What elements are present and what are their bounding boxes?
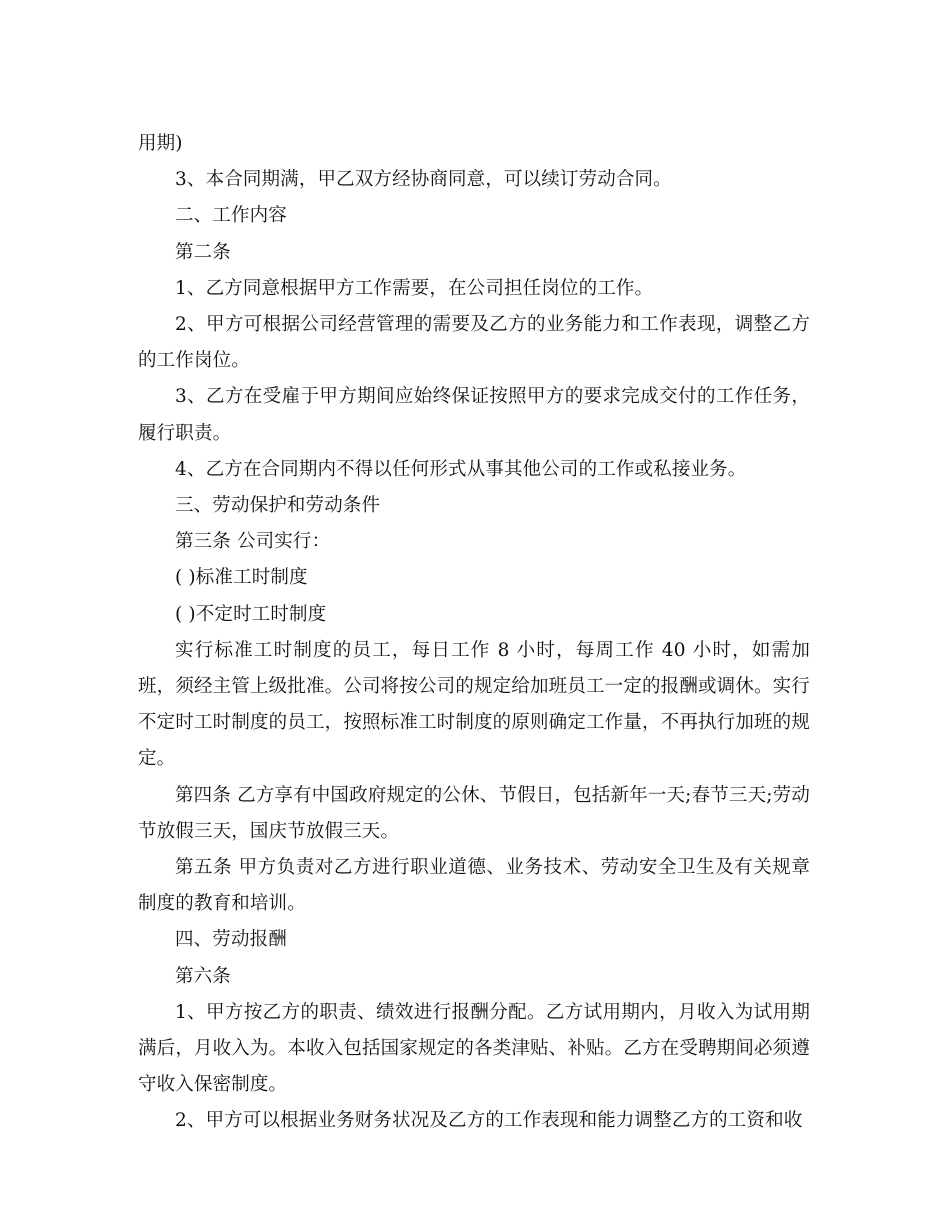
- paragraph-article6-item2: 2、甲方可以根据业务财务状况及乙方的工作表现和能力调整乙方的工资和收: [175, 1110, 803, 1132]
- article-heading-6: 第六条: [175, 965, 231, 987]
- paragraph-article2-item4: 4、乙方在合同期内不得以任何形式从事其他公司的工作或私接业务。: [175, 458, 747, 480]
- paragraph-article4-holidays: 第四条 乙方享有中国政府规定的公休、节假日，包括新年一天;春节三天;劳动节放假三天，国庆节放假三天。: [138, 784, 810, 842]
- article-heading-2: 第二条: [175, 241, 231, 263]
- option-standard-hours: ( )标准工时制度: [175, 567, 308, 589]
- paragraph-article6-item1: 1、甲方按乙方的职责、绩效进行报酬分配。乙方试用期内，月收入为试用期满后，月收入为。本收入包括国家规定的各类津贴、补贴。乙方在受聘期间必须遵守收入保密制度。: [138, 1001, 810, 1096]
- option-flexible-hours: ( )不定时工时制度: [175, 603, 327, 625]
- paragraph-article5-training: 第五条 甲方负责对乙方进行职业道德、业务技术、劳动安全卫生及有关规章制度的教育和培训。: [138, 857, 810, 915]
- paragraph-article2-item2: 2、甲方可根据公司经营管理的需要及乙方的业务能力和工作表现，调整乙方的工作岗位。: [138, 314, 810, 372]
- paragraph-article2-item3: 3、乙方在受雇于甲方期间应始终保证按照甲方的要求完成交付的工作任务，履行职责。: [138, 386, 810, 444]
- document-body: [138, 126, 810, 1140]
- paragraph-article2-item1: 1、乙方同意根据甲方工作需要，在公司担任岗位的工作。: [175, 277, 654, 299]
- paragraph-continuation: 用期): [138, 133, 183, 154]
- paragraph-working-hours: 实行标准工时制度的员工，每日工作 8 小时，每周工作 40 小时，如需加班，须经主管上级批准。公司将按公司的规定给加班员工一定的报酬或调休。实行不定时工时制度的员工，按照标准工时制度的原则确定工作量，不再执行加班的规定。: [138, 639, 810, 770]
- section-heading-remuneration: 四、劳动报酬: [175, 929, 287, 951]
- section-heading-work-content: 二、工作内容: [175, 205, 287, 227]
- section-heading-labor-protection: 三、劳动保护和劳动条件: [175, 495, 381, 517]
- paragraph-renewal-clause: 3、本合同期满，甲乙双方经协商同意，可以续订劳动合同。: [175, 169, 672, 191]
- article-heading-3: 第三条 公司实行：: [175, 531, 331, 553]
